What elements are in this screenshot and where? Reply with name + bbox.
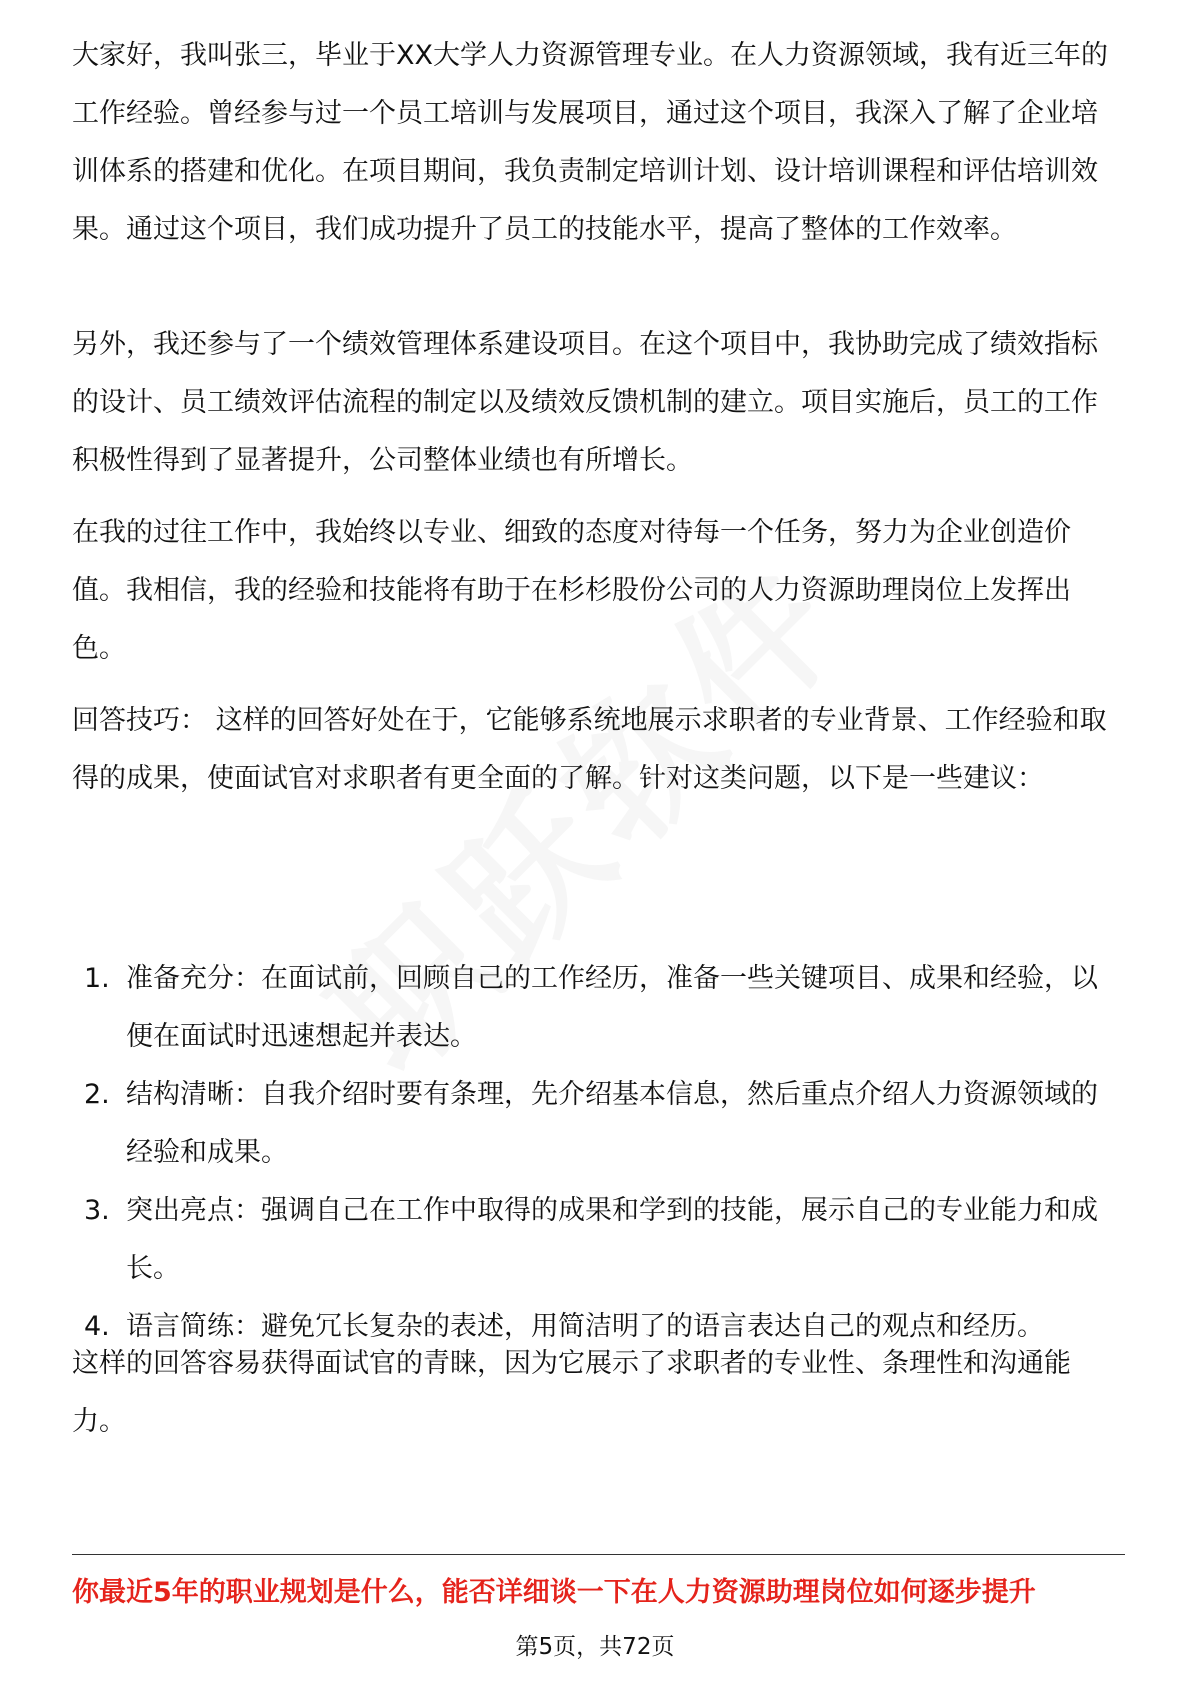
section-divider <box>72 1554 1125 1555</box>
list-item <box>72 950 1122 1066</box>
page-number: 第5页，共72页 <box>515 1634 675 1660</box>
list-item-text: 语言简练：避免冗长复杂的表述，用简洁明了的语言表达自己的观点和经历。 <box>126 1311 1044 1342</box>
list-item-number: 1. <box>84 963 110 994</box>
paragraph-answer-tips: 回答技巧： 这样的回答好处在于，它能够系统地展示求职者的专业背景、工作经验和取得的成果，使面试官对求职者有更全面的了解。针对这类问题，以下是一些建议： <box>72 705 1107 794</box>
paragraph-conclusion: 这样的回答容易获得面试官的青睐，因为它展示了求职者的专业性、条理性和沟通能力。 <box>72 1348 1071 1437</box>
list-item-number: 2. <box>84 1079 110 1110</box>
list-item-text: 结构清晰：自我介绍时要有条理，先介绍基本信息，然后重点介绍人力资源领域的经验和成果。 <box>126 1079 1098 1168</box>
next-question-heading: 你最近5年的职业规划是什么，能否详细谈一下在人力资源助理岗位如何逐步提升 <box>72 1577 1036 1608</box>
list-item <box>72 1066 1122 1182</box>
tips-list <box>72 950 1122 1356</box>
paragraph-performance-project: 另外，我还参与了一个绩效管理体系建设项目。在这个项目中，我协助完成了绩效指标的设计、员工绩效评估流程的制定以及绩效反馈机制的建立。项目实施后，员工的工作积极性得到了显著提升，公司整体业绩也有所增长。 <box>72 329 1098 476</box>
list-item-number: 4. <box>84 1311 110 1342</box>
list-item-text: 准备充分：在面试前，回顾自己的工作经历，准备一些关键项目、成果和经验，以便在面试时迅速想起并表达。 <box>126 963 1098 1052</box>
list-item-number: 3. <box>84 1195 110 1226</box>
paragraph-work-attitude: 在我的过往工作中，我始终以专业、细致的态度对待每一个任务，努力为企业创造价值。我相信，我的经验和技能将有助于在杉杉股份公司的人力资源助理岗位上发挥出色。 <box>72 517 1071 664</box>
paragraph-intro-text: 大家好，我叫张三，毕业于XX大学人力资源管理专业。在人力资源领域，我有近三年的工作经验。曾经参与过一个员工培训与发展项目，通过这个项目，我深入了解了企业培训体系的搭建和优化。在项目期间，我负责制定培训计划、设计培训课程和评估培训效果。通过这个项目，我们成功提升了员工的技能水平，提高了整体的工作效率。 <box>72 40 1108 245</box>
list-item <box>72 1182 1122 1298</box>
list-item-text: 突出亮点：强调自己在工作中取得的成果和学到的技能，展示自己的专业能力和成长。 <box>126 1195 1098 1284</box>
paragraph-intro <box>72 28 1122 308</box>
